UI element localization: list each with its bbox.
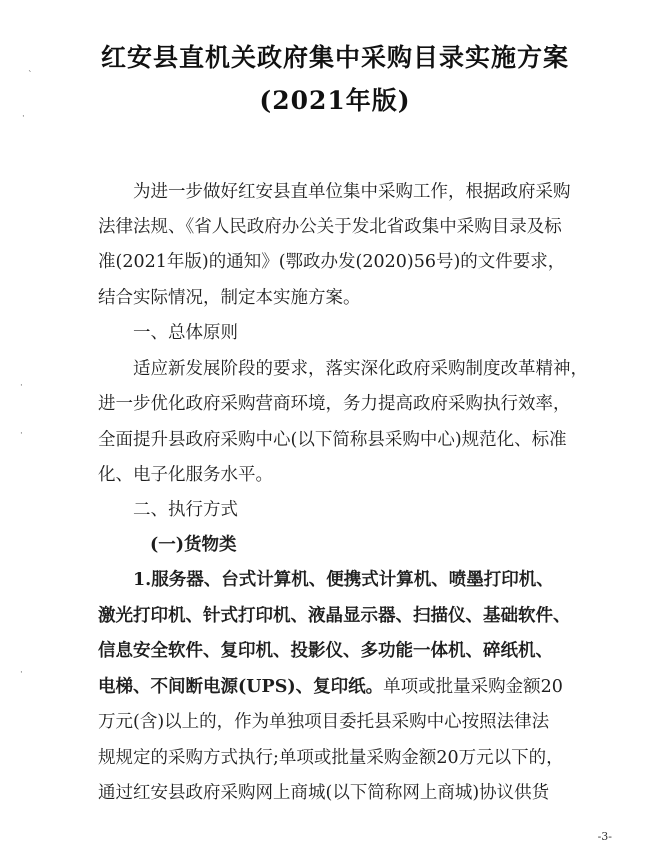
bold-paragraph-line: 1.服务器、台式计算机、便携式计算机、喷墨打印机、 xyxy=(133,570,554,590)
paragraph-line: 万元(含)以上的，作为单独项目委托县采购中心按照法律法 xyxy=(98,712,550,732)
document-subtitle: (2021年版) xyxy=(259,86,411,115)
bold-paragraph-line: 激光打印机、针式打印机、液晶显示器、扫描仪、基础软件、 xyxy=(98,606,571,626)
paragraph-line: 结合实际情况，制定本实施方案。 xyxy=(98,288,361,308)
paragraph-line: 进一步优化政府采购营商环境，务力提高政府采购执行效率， xyxy=(98,394,571,414)
paragraph-line: 为进一步做好红安县直单位集中采购工作，根据政府采购 xyxy=(133,182,571,202)
bold-text: 电梯、不间断电源(UPS)、复印纸。 xyxy=(98,677,384,697)
plain-text: 单项或批量采购金额20 xyxy=(383,677,563,697)
paragraph-line: 准(2021年版)的通知》(鄂政办发(2020)56号)的文件要求， xyxy=(98,252,566,272)
scan-speck: · xyxy=(20,381,23,391)
scan-speck: · xyxy=(20,668,23,678)
paragraph-line: 法律法规、《省人民政府办公关于发北省政集中采购目录及标 xyxy=(98,217,562,237)
scan-speck: · xyxy=(22,112,25,122)
scan-speck: · xyxy=(20,429,23,439)
paragraph-line: 全面提升县政府采购中心(以下简称县采购中心)规范化、标准 xyxy=(98,430,567,450)
bold-paragraph-line: 信息安全软件、复印机、投影仪、多功能一体机、碎纸机、 xyxy=(98,641,553,661)
document-title: 红安县直机关政府集中采购目录实施方案 xyxy=(100,43,569,72)
paragraph-line: 适应新发展阶段的要求，落实深化政府采购制度改革精神， xyxy=(133,359,588,379)
section-heading: 一、总体原则 xyxy=(133,323,238,343)
paragraph-line: 化、电子化服务水平。 xyxy=(98,465,273,485)
page-number: -3- xyxy=(597,830,612,843)
section-heading: 二、执行方式 xyxy=(133,500,238,520)
subsection-heading: (一)货物类 xyxy=(150,535,237,555)
paragraph-line: 通过红安县政府采购网上商城(以下简称网上商城)协议供货 xyxy=(98,783,550,803)
mixed-paragraph-line xyxy=(98,675,588,699)
paragraph-line: 规规定的采购方式执行;单项或批量采购金额20万元以下的， xyxy=(98,748,564,768)
scan-speck: ˋ xyxy=(28,71,33,81)
